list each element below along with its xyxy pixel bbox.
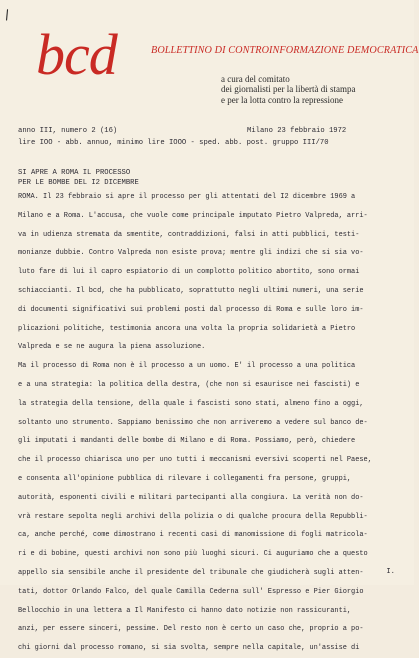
body-line-3: va in udienza stremata da smentite, contraddizioni, falsi in atti pubblici, testi-: [18, 230, 360, 239]
body-line-11: e a una strategia: la politica della destra, (che non si esaurisce nei fascisti) e: [18, 380, 360, 389]
page-number: I.: [386, 568, 395, 576]
subtitle-line-3: e per la lotta contro la repressione: [221, 94, 343, 105]
headline-line-2: PER LE BOMBE DEL I2 DICEMBRE: [18, 179, 139, 187]
body-line-1: ROMA. Il 23 febbraio si apre il processo per gli attentati del I2 dicembre 1969 a: [18, 193, 356, 201]
subtitle-line-1: a cura del comitato: [221, 74, 290, 84]
body-line-14: gli imputati i mandanti delle bombe di Milano e di Roma. Possiamo, però, chiedere: [18, 437, 356, 446]
body-line-9: Valpreda e se ne augura la piena assoluzione.: [18, 343, 206, 352]
issue-information: [18, 125, 347, 149]
article-headline: [18, 168, 139, 188]
subscription-info: lire IOO - abb. annuo, minimo lire IOOO - sped. abb. post. gruppo III/70: [18, 139, 329, 147]
headline-line-1: SI APRE A ROMA IL PROCESSO: [18, 169, 131, 177]
body-line-25: chi giorni dal processo romano, si sia svolta, sempre nella capitale, un'assise di: [18, 644, 360, 653]
body-line-7: di documenti significativi sui problemi posti dal processo di Roma e sulle loro im-: [18, 305, 364, 314]
bcd-logo: bcd: [36, 22, 117, 87]
masthead-subtitle: [221, 74, 355, 105]
body-line-22: tati, dottor Orlando Falco, del quale Camilla Cederna sull' Espresso e Pier Giorgio: [18, 587, 364, 596]
body-line-17: autorità, esponenti civili e militari partecipanti alla congiura. La verità non do-: [18, 493, 364, 502]
body-line-16: e consenta all'opinione pubblica di rilevare i collegamenti fra persone, gruppi,: [18, 474, 352, 483]
body-line-6: schiaccianti. Il bcd, che ha pubblicato, soprattutto negli ultimi numeri, una serie: [18, 286, 364, 295]
body-line-13: soltanto uno strumento. Sappiamo benissimo che non arriveremo a vedere sul banco de-: [18, 418, 368, 427]
body-line-10: Ma il processo di Roma non è il processo a un uomo. E' il processo a una politica: [18, 362, 356, 371]
article-body: [18, 188, 410, 658]
body-line-8: plicazioni politiche, testimonia ancora una volta la propria solidarietà a Pietro: [18, 324, 356, 333]
body-line-12: la strategia della tensione, della quale i fascisti sono stati, almeno fino a oggi,: [18, 399, 364, 408]
body-line-4: monianze dubbie. Contro Valpreda non esiste prova; mentre gli indizi che si sia vo-: [18, 249, 364, 258]
body-line-5: luto fare di lui il capro espiatorio di un complotto politico abortito, sono ormai: [18, 268, 360, 277]
body-line-21: appello sia sensibile anche il presidente del tribunale che giudicherà sugli atten-: [18, 568, 364, 577]
bulletin-title: BOLLETTINO DI CONTROINFORMAZIONE DEMOCRATICA: [151, 45, 419, 56]
body-line-18: vrà restare sepolta negli archivi della polizia o di qualche procura della Repubbli-: [18, 512, 368, 521]
issue-number-row: [18, 125, 347, 137]
body-line-24: anzi, per essere sinceri, pessime. Del resto non è certo un caso che, proprio a po-: [18, 625, 364, 634]
handwritten-mark: /: [3, 7, 11, 24]
body-line-15: che il processo chiarisca uno per uno tutti i meccanismi eversivi scoperti nel Paese,: [18, 456, 372, 465]
body-line-19: ca, anche perché, come dimostrano i recenti casi di manomissione di fogli matricola-: [18, 531, 368, 540]
issue-number: anno III, numero 2 (16): [18, 127, 118, 135]
issue-date: Milano 23 febbraio 1972: [247, 127, 347, 135]
body-line-23: Bellocchio in una lettera a Il Manifesto ci hanno dato notizie non rassicuranti,: [18, 606, 352, 615]
body-line-2: Milano e a Roma. L'accusa, che vuole come principale imputato Pietro Valpreda, arri-: [18, 211, 368, 220]
subtitle-line-2: dei giornalisti per la libertà di stampa: [221, 84, 356, 95]
body-line-20: ri e di bobine, questi archivi non sono più luoghi sicuri. Ci auguriamo che a questo: [18, 550, 368, 559]
